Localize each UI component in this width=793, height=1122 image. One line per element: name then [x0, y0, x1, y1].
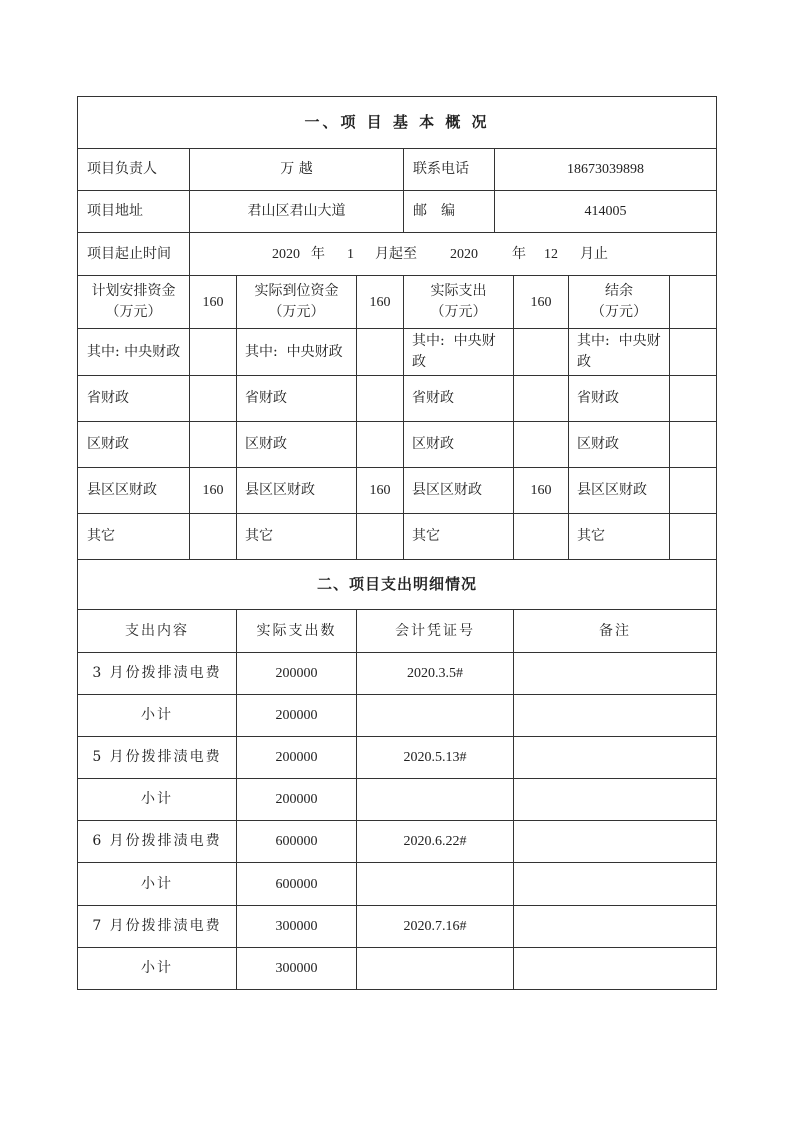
header-voucher: 会计凭证号	[395, 622, 475, 639]
breakdown-label: 县区区财政	[245, 482, 315, 498]
row-content: 小计	[141, 960, 173, 976]
breakdown-label: 其它	[412, 528, 440, 544]
row-note	[514, 779, 716, 820]
breakdown-value: 160	[202, 483, 224, 498]
row-content: 3 月份拨排渍电费	[92, 665, 222, 681]
end-suffix: 月止	[580, 245, 608, 262]
breakdown-label: 其中: 中央财政	[412, 333, 496, 370]
row-amount: 200000	[275, 750, 318, 765]
unit-text: （万元）	[430, 304, 487, 320]
spent-funds-text: 实际支出	[430, 283, 487, 299]
header-content: 支出内容	[125, 622, 189, 639]
breakdown-label: 县区区财政	[577, 482, 647, 498]
row-note	[514, 737, 716, 778]
breakdown-value	[357, 422, 403, 467]
planned-funds-text: 计划安排资金	[91, 283, 176, 299]
breakdown-label: 区财政	[245, 436, 287, 452]
row-voucher	[357, 779, 513, 820]
breakdown-label: 其它	[245, 528, 273, 544]
start-month: 1	[347, 246, 354, 262]
breakdown-label: 区财政	[577, 436, 619, 452]
row-note	[514, 695, 716, 736]
row-note	[514, 653, 716, 694]
phone-label: 联系电话	[413, 161, 469, 177]
row-amount: 300000	[275, 961, 318, 976]
breakdown-label: 区财政	[87, 436, 129, 452]
table-border-right	[716, 96, 717, 990]
row-note	[514, 948, 716, 989]
row-note	[514, 906, 716, 947]
start-year: 2020	[272, 246, 300, 262]
received-funds-text: 实际到位资金	[254, 283, 339, 299]
row-voucher: 2020.5.13#	[403, 750, 467, 765]
row-voucher: 2020.6.22#	[403, 834, 467, 849]
breakdown-value	[190, 422, 236, 467]
spent-funds-label	[404, 276, 513, 328]
balance-label	[569, 276, 669, 328]
breakdown-value	[357, 376, 403, 421]
balance-value	[670, 276, 716, 328]
section1-title: 一、项 目 基 本 概 况	[304, 113, 490, 131]
received-funds-label	[237, 276, 356, 328]
breakdown-value: 160	[530, 483, 552, 498]
row-content: 5 月份拨排渍电费	[92, 749, 222, 765]
row-amount: 600000	[275, 876, 318, 892]
unit-text: （万元）	[105, 304, 162, 320]
breakdown-value	[514, 329, 568, 375]
breakdown-value	[670, 514, 716, 559]
unit-text: （万元）	[591, 304, 647, 320]
start-suffix: 月起至	[375, 245, 417, 262]
row-voucher: 2020.3.5#	[407, 666, 463, 681]
row-amount: 200000	[275, 708, 318, 723]
unit-text: （万元）	[268, 304, 325, 320]
row-voucher	[357, 948, 513, 989]
breakdown-label: 其中: 中央财政	[87, 343, 181, 360]
breakdown-value	[670, 376, 716, 421]
breakdown-label: 区财政	[412, 436, 454, 452]
leader-value: 万 越	[280, 161, 313, 177]
row-note	[514, 821, 716, 862]
period-label: 项目起止时间	[87, 245, 171, 262]
year-unit: 年	[311, 245, 325, 262]
leader-label: 项目负责人	[87, 161, 157, 177]
section2-title: 二、项目支出明细情况	[316, 575, 477, 593]
planned-funds-label	[78, 276, 189, 328]
balance-text: 结余	[605, 283, 633, 299]
end-month: 12	[544, 246, 558, 262]
row-content: 小计	[141, 707, 173, 723]
breakdown-value	[357, 329, 403, 375]
breakdown-value	[357, 514, 403, 559]
breakdown-value	[670, 468, 716, 513]
table-border-bottom	[77, 989, 717, 990]
phone-value: 18673039898	[567, 162, 644, 177]
row-amount: 200000	[275, 792, 318, 807]
row-voucher: 2020.7.16#	[403, 919, 467, 934]
breakdown-label: 县区区财政	[87, 482, 157, 498]
row-voucher	[357, 863, 513, 905]
spent-funds-value: 160	[530, 294, 552, 310]
breakdown-label: 省财政	[245, 390, 287, 406]
row-amount: 600000	[275, 834, 318, 849]
breakdown-value	[670, 329, 716, 375]
breakdown-value	[514, 422, 568, 467]
header-note: 备注	[599, 622, 631, 639]
breakdown-value	[670, 422, 716, 467]
breakdown-label: 省财政	[412, 390, 454, 406]
end-year: 2020	[450, 246, 478, 262]
row-content: 6 月份拨排渍电费	[92, 833, 222, 849]
breakdown-value	[190, 376, 236, 421]
breakdown-label: 其它	[577, 528, 605, 544]
period-value	[190, 233, 716, 275]
breakdown-value	[190, 329, 236, 375]
row-content: 小计	[141, 875, 173, 892]
address-label: 项目地址	[87, 203, 143, 219]
breakdown-label: 其它	[87, 528, 115, 544]
breakdown-value	[514, 514, 568, 559]
header-amount: 实际支出数	[256, 622, 337, 639]
year-unit: 年	[512, 245, 526, 262]
address-value: 君山区君山大道	[247, 203, 346, 219]
breakdown-label: 其中: 中央财政	[577, 333, 661, 370]
breakdown-label: 其中: 中央财政	[245, 343, 343, 360]
breakdown-value	[190, 514, 236, 559]
breakdown-value: 160	[369, 483, 391, 498]
zip-label: 邮 编	[413, 203, 455, 219]
breakdown-label: 县区区财政	[412, 482, 482, 498]
planned-funds-value: 160	[202, 294, 224, 310]
breakdown-value	[514, 376, 568, 421]
received-funds-value: 160	[369, 294, 391, 310]
breakdown-label: 省财政	[87, 390, 129, 406]
row-content: 小计	[141, 791, 173, 807]
zip-value: 414005	[584, 204, 627, 219]
row-content: 7 月份拨排渍电费	[92, 918, 222, 934]
row-voucher	[357, 695, 513, 736]
row-amount: 300000	[275, 919, 318, 934]
row-amount: 200000	[275, 666, 318, 681]
breakdown-label: 省财政	[577, 390, 619, 406]
row-note	[514, 863, 716, 905]
